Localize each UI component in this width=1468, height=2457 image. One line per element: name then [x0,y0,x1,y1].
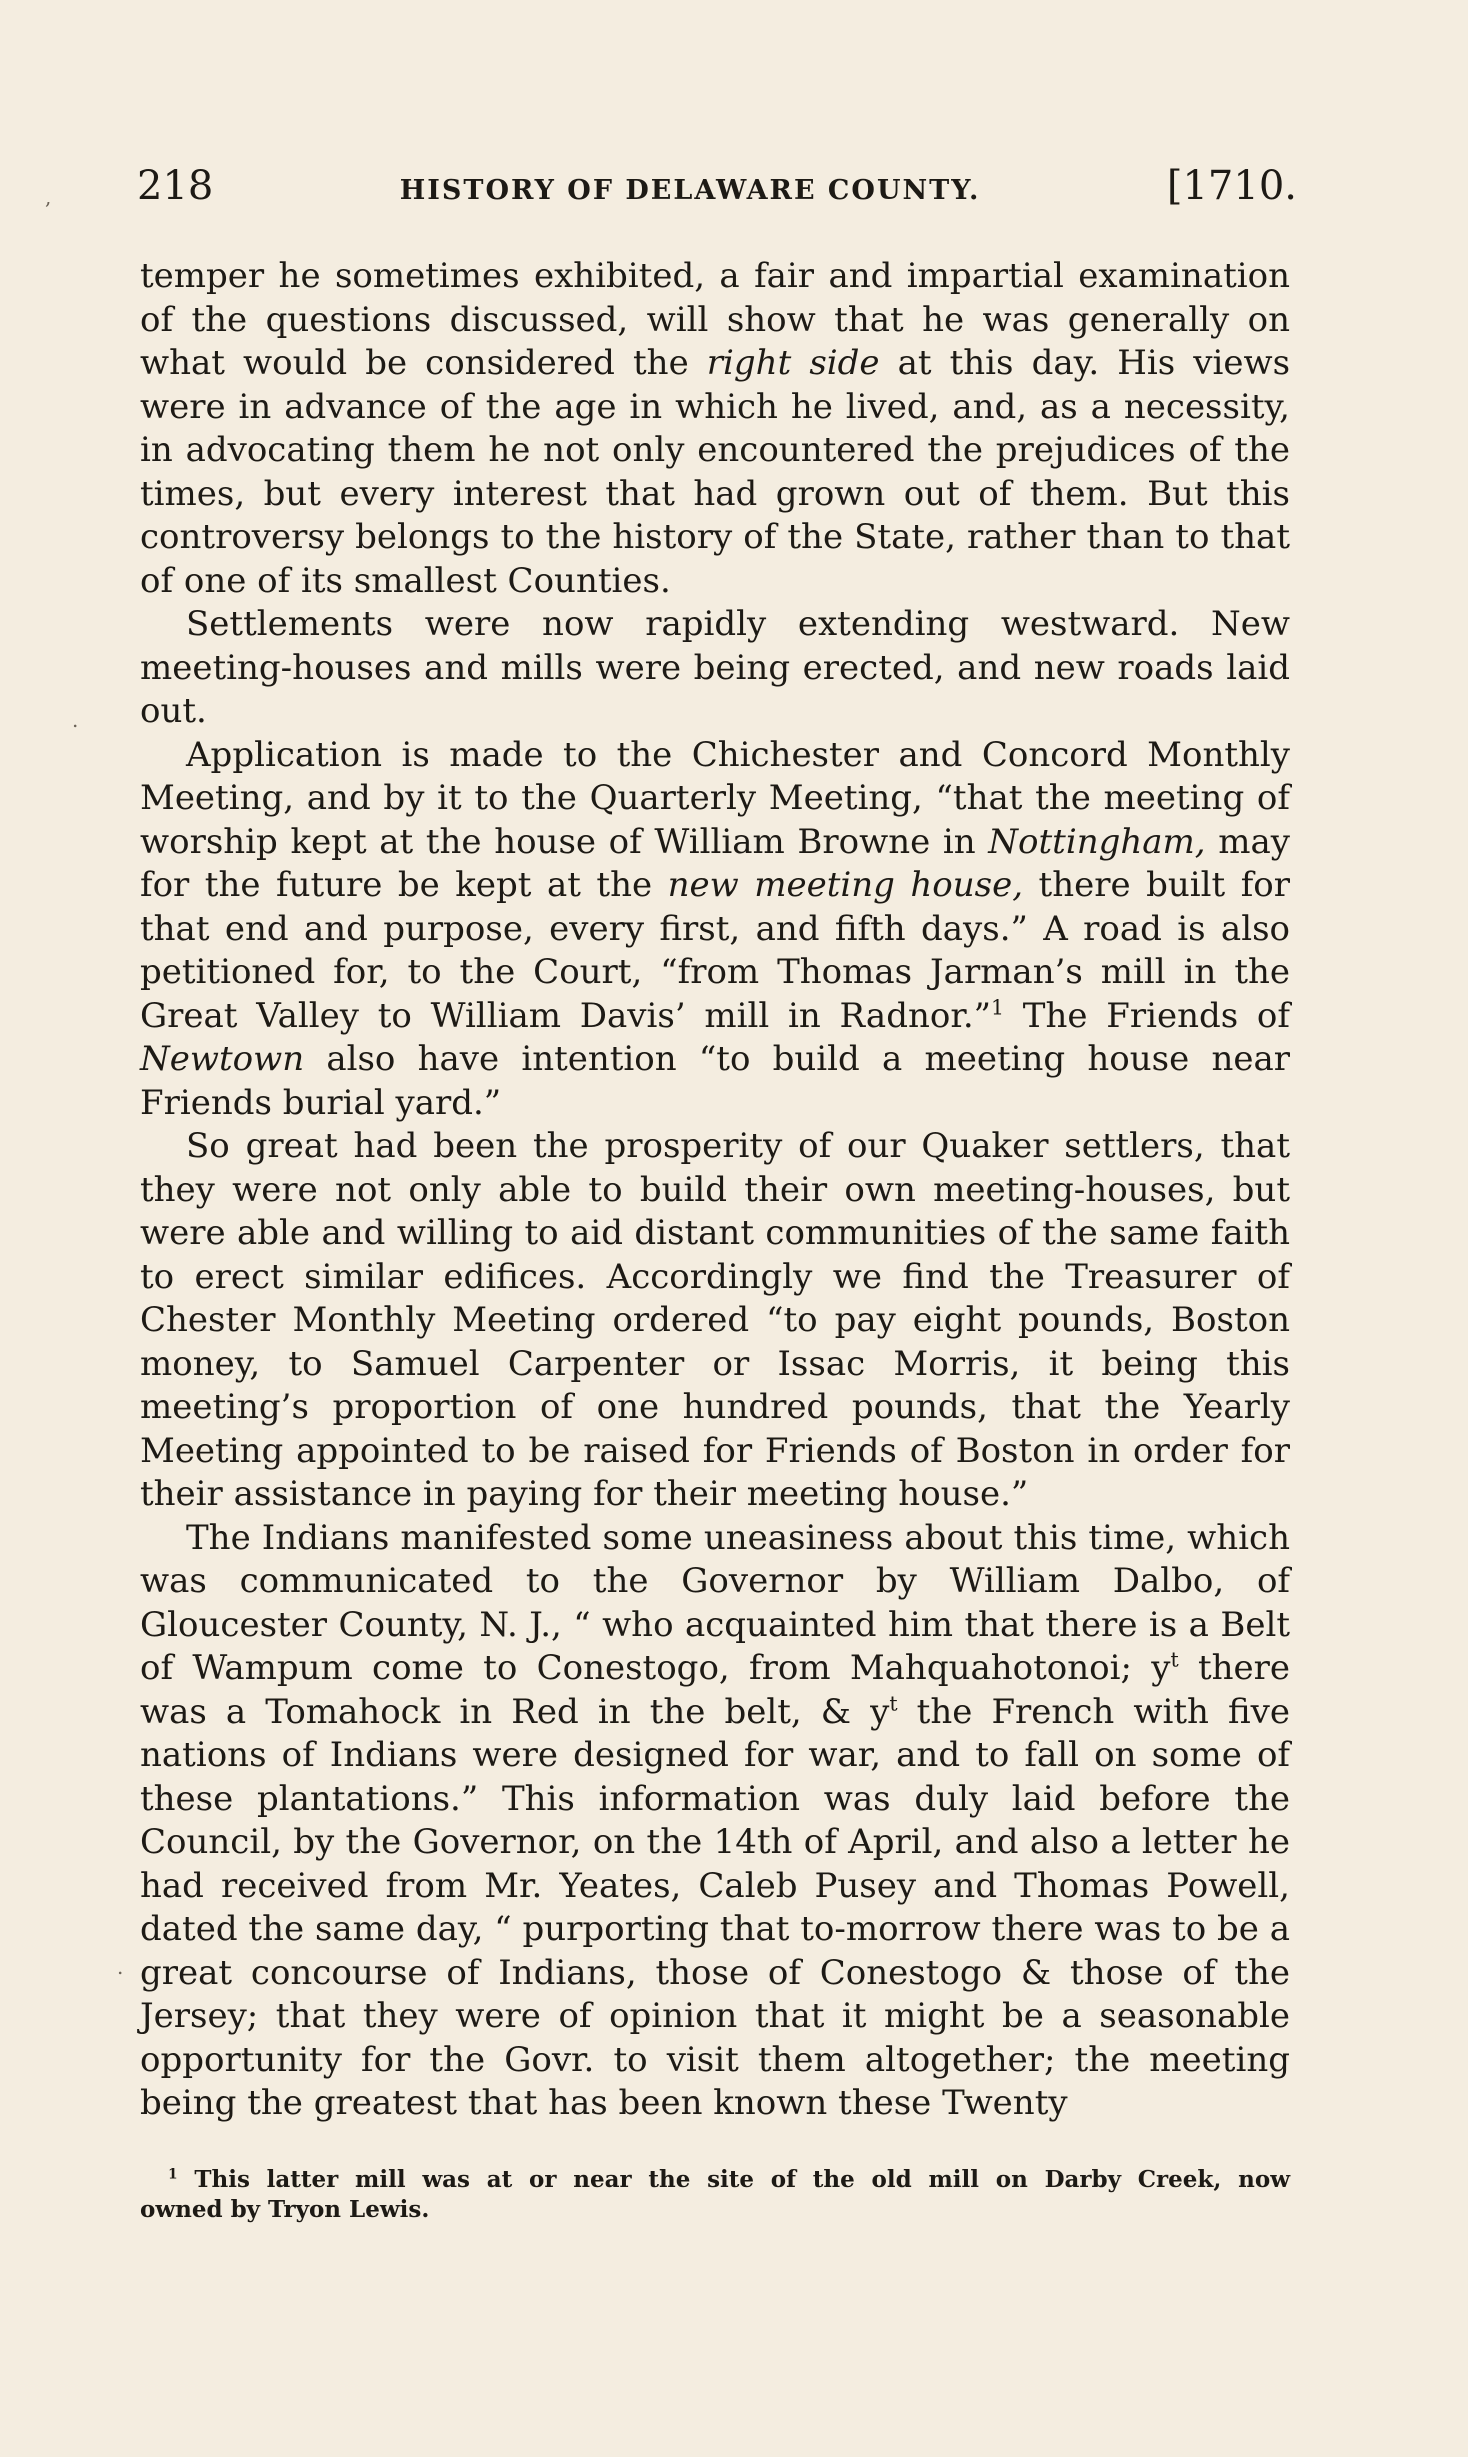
footnote-line-1 [140,2165,1290,2195]
paragraph-5 [140,1517,1290,2126]
page-number: 218 [137,163,214,209]
page-header [137,163,1297,223]
text-run: the French with five nations of Indians were designed for war, and to fall on some of these plantations.” This information was duly laid before the Council, by the Governor, on the 14th of April, and also a letter he had received from Mr. Yeates, Caleb Pusey and Thomas Powell, dated the same day, “ purporting that to-morrow there was to be a great concourse of Indians, those of Conestogo & those of the Jersey; that they were of opinion that it might be a seasonable opportunity for the Govr. to visit them altogether; the meeting being the greatest that has been known these Twenty [140,1691,1290,2123]
text-run: there built for that end and purpose, every first, and fifth days.” A road is also petitioned for, to the Court, “from Thomas Jarman’s mill in the Great Valley to William Davis’ mill in Radnor.” [140,865,1290,1036]
paragraph-3 [140,734,1290,1126]
body-text [140,255,1290,2126]
italic-run: Nottingham, [988,821,1206,862]
italic-run: Newtown [140,1039,305,1079]
text-run: also have intention “to build a meeting house near Friends burial yard.” [140,1039,1290,1123]
margin-speck: . [72,708,79,732]
text-run: at this day. His views were in advance of the age in which he lived, and, as a necessity, in advocating them he not only encountered the prejudices of the times, but every interest that had grown out of them. But this controversy belongs to the history of the State, rather than to that of one of its smallest Counties. [140,343,1291,601]
footnote-text: This latter mill was at or near the site of the old mill on Darby Creek, now [177,2166,1290,2193]
running-title: HISTORY OF DELAWARE COUNTY. [399,175,981,206]
text-run: The Indians manifested some uneasiness about this time, which was communicated to the Governor by William Dalbo, of Gloucester County, N. J., “ who acquainted him that there is a Belt of Wampum come to Conestogo, from Mahquahotonoi; y [140,1517,1290,1688]
superscript: t [1170,1647,1179,1672]
text-run: may for the future be kept at the [140,821,1290,905]
header-year: [1710. [1166,163,1297,209]
paragraph-4 [140,1125,1290,1517]
superscript: t [889,1691,898,1716]
paragraph-2 [140,603,1290,734]
text-run: So great had been the prosperity of our Quaker settlers, that they were not only able to build their own meeting-houses, but were able and willing to aid distant communities of the same faith to erect similar edifices. Accordingly we find the Treasurer of Chester Monthly Meeting ordered “to pay eight pounds, Boston money, to Samuel Carpenter or Issac Morris, it being this meeting’s proportion of one hundred pounds, that the Yearly Meeting appointed to be raised for Friends of Boston in order for their assistance in paying for their meeting house.” [140,1126,1290,1514]
footnote [140,2165,1290,2225]
footnote-line-2: owned by Tryon Lewis. [140,2196,430,2223]
footnote-number: 1 [168,2166,178,2183]
margin-speck: . [117,1955,124,1979]
margin-speck: , [45,185,52,209]
text-run: Settlements were now rapidly extending westward. New meeting-houses and mills were being erected, and new roads laid out. [140,604,1290,731]
italic-run: right side [706,343,880,383]
text-run: there was a Tomahock in Red in the belt, & y [140,1648,1290,1732]
footnote-reference: 1 [991,995,1005,1020]
paragraph-1 [140,255,1290,603]
text-run: Application is made to the Chichester and Concord Monthly Meeting, and by it to the Quarterly Meeting, “that the meeting of worship kept at the house of William Browne in [140,734,1290,862]
text-run: temper he sometimes exhibited, a fair and impartial examination of the questions discussed, will show that he was generally on what would be considered the [140,256,1290,383]
italic-run: new meeting house, [667,865,1024,905]
text-run: The Friends of [1004,995,1290,1036]
